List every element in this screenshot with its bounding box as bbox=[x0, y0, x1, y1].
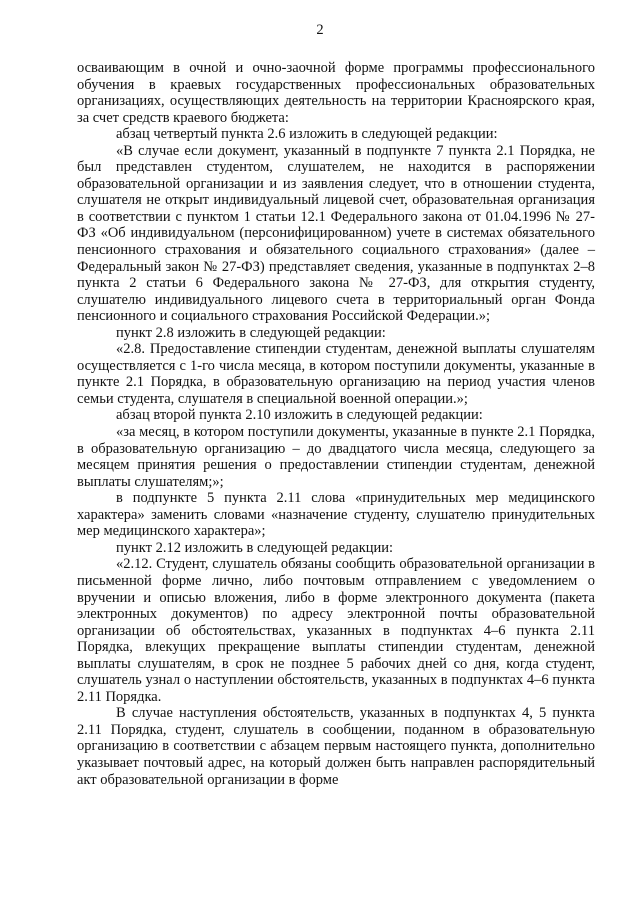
paragraph-amendment-2-10-text: «за месяц, в котором поступили документы, указанные в пункте 2.1 Порядка, в образовательную организацию – до двадцатого числа месяца, следующего за месяцем принятия решения о предоставлении стипендии студентам, денежной выплаты слушателям;»; bbox=[77, 424, 595, 490]
page-number: 2 bbox=[316, 22, 324, 38]
paragraph-amendment-2-6-intro: абзац четвертый пункта 2.6 изложить в следующей редакции: bbox=[116, 126, 498, 143]
paragraph-amendment-2-10-intro: абзац второй пункта 2.10 изложить в следующей редакции: bbox=[116, 407, 483, 424]
document-body bbox=[77, 60, 595, 788]
paragraph-amendment-2-8-intro: пункт 2.8 изложить в следующей редакции: bbox=[116, 324, 386, 341]
paragraph-amendment-2-12-second: В случае наступления обстоятельств, указанных в подпунктах 4, 5 пункта 2.11 Порядка, студент, слушатель в сообщении, поданном в образовательную организацию в соответствии с абзацем первым настоящего пункта, дополнительно указывает почтовый адрес, на который должен быть направлен распорядительный акт образовательной организации в форме bbox=[77, 705, 595, 788]
paragraph-amendment-2-12-intro: пункт 2.12 изложить в следующей редакции: bbox=[116, 539, 394, 556]
paragraph-amendment-2-11: в подпункте 5 пункта 2.11 слова «принудительных мер медицинского характера» заменить словами «назначение студенту, слушателю принудительных мер медицинского характера»; bbox=[77, 490, 595, 540]
paragraph-amendment-2-8-text: «2.8. Предоставление стипендии студентам, денежной выплаты слушателям осуществляется с 1-го числа месяца, в котором поступили документы, указанные в пункте 2.1 Порядка, в образовательную организацию на период участия членов семьи студента, слушателя в специальной военной операции.»; bbox=[77, 341, 595, 407]
paragraph-amendment-2-12-text: «2.12. Студент, слушатель обязаны сообщить образовательной организации в письменной форме лично, либо почтовым отправлением с уведомлением о вручении и описью вложения, либо в форме электронного документа (пакета электронных документов) по адресу электронной почты образовательной организации об обстоятельствах, указанных в подпунктах 4–6 пункта 2.11 Порядка, влекущих прекращение выплаты стипендии студентам, денежной выплаты слушателям, в срок не позднее 5 рабочих дней со дня, когда студент, слушатель узнал о наступлении обстоятельств, указанных в подпунктах 4–6 пункта 2.11 Порядка. bbox=[77, 556, 595, 705]
paragraph-continuation: осваивающим в очной и очно-заочной форме программы профессионального обучения в краевых государственных профессиональных образовательных организациях, осуществляющих деятельность на территории Красноярского края, за счет средств краевого бюджета: bbox=[77, 60, 595, 126]
paragraph-amendment-2-6-text: «В случае если документ, указанный в подпункте 7 пункта 2.1 Порядка, не был представлен студентом, слушателем, не находится в распоряжении образовательной организации и из заявления следует, что в отношении студента, слушателя не открыт индивидуальный лицевой счет, образовательная организация в соответствии с пунктом 1 статьи 12.1 Федерального закона от 01.04.1996 № 27-ФЗ «Об индивидуальном (персонифицированном) учете в системах обязательного пенсионного страхования и обязательного социального страхования» (далее – Федеральный закон № 27-ФЗ) представляет сведения, указанные в подпунктах 2–8 пункта 2 статьи 6 Федерального закона № 27-ФЗ, для открытия студенту, слушателю индивидуального лицевого счета в территориальный орган Фонда пенсионного и социального страхования Российской Федерации.»; bbox=[77, 142, 595, 325]
